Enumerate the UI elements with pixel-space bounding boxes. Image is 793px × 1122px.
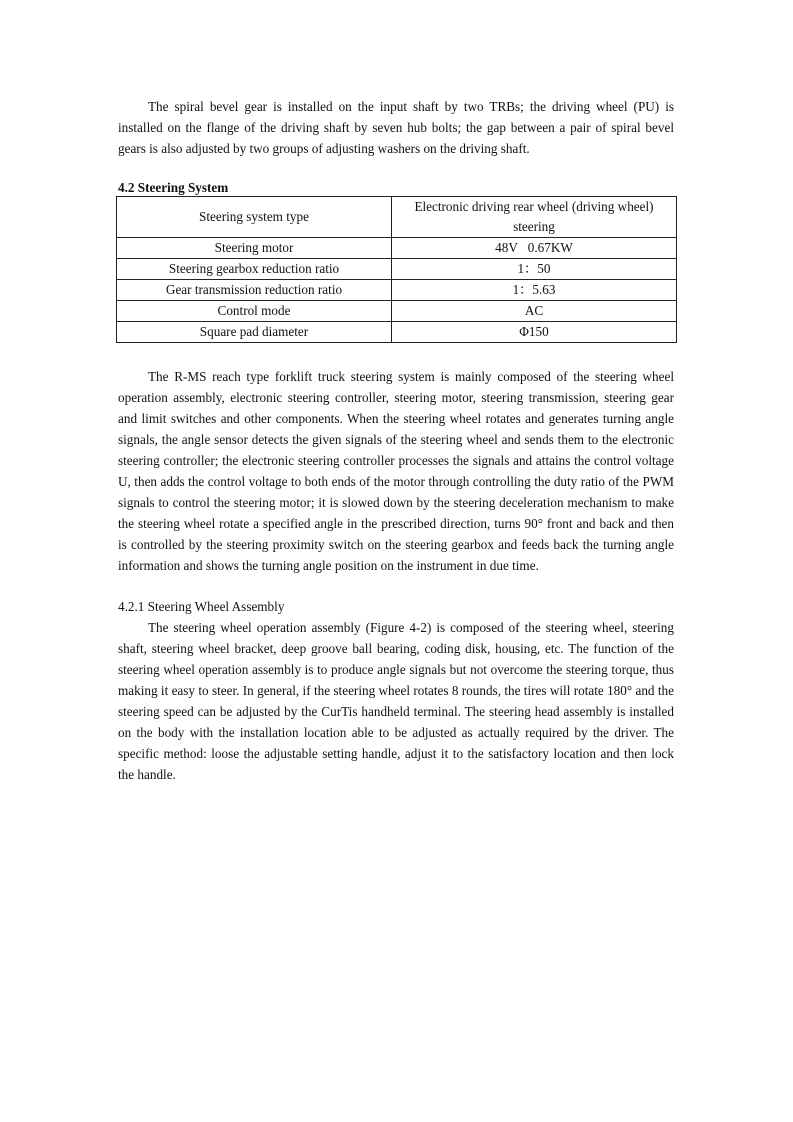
table-cell-value: Electronic driving rear wheel (driving wheel) steering	[392, 197, 677, 238]
table-cell-label: Steering gearbox reduction ratio	[117, 259, 392, 280]
table-cell-label: Steering system type	[117, 197, 392, 238]
table-cell-value: AC	[392, 301, 677, 322]
table-row	[117, 280, 677, 301]
steering-spec-table	[116, 196, 677, 343]
intro-paragraph: The spiral bevel gear is installed on the input shaft by two TRBs; the driving wheel (PU) is installed on the flange of the driving shaft by seven hub bolts; the gap between a pair of spiral bevel gears is also adjusted by two groups of adjusting washers on the driving shaft.	[118, 99, 674, 156]
document-page	[118, 96, 674, 785]
table-cell-value: Φ150	[392, 322, 677, 343]
table-row	[117, 259, 677, 280]
table-row	[117, 322, 677, 343]
table-cell-label: Control mode	[117, 301, 392, 322]
table-row	[117, 197, 677, 238]
table-cell-value: 48V 0.67KW	[392, 238, 677, 259]
subsection-heading: 4.2.1 Steering Wheel Assembly	[118, 599, 285, 614]
table-row	[117, 238, 677, 259]
table-cell-value: 1：50	[392, 259, 677, 280]
table-cell-value: 1：5.63	[392, 280, 677, 301]
section-heading: 4.2 Steering System	[118, 180, 229, 195]
table-cell-label: Square pad diameter	[117, 322, 392, 343]
table-row	[117, 301, 677, 322]
steering-wheel-assembly-paragraph: The steering wheel operation assembly (Figure 4-2) is composed of the steering wheel, steering shaft, steering wheel bracket, deep groove ball bearing, coding disk, housing, etc. The function of the steering wheel operation assembly is to produce angle signals but not overcome the steering torque, thus making it easy to steer. In general, if the steering wheel rotates 8 rounds, the tires will rotate 180° and the steering speed can be adjusted by the CurTis handheld terminal. The steering head assembly is installed on the body with the installation location able to be adjusted as actually required by the driver. The specific method: loose the adjustable setting handle, adjust it to the satisfactory location and then lock the handle.	[118, 620, 674, 782]
steering-system-paragraph: The R-MS reach type forklift truck steering system is mainly composed of the steering wheel operation assembly, electronic steering controller, steering motor, steering transmission, steering gear and limit switches and other components. When the steering wheel rotates and generates turning angle signals, the angle sensor detects the given signals of the steering wheel and sends them to the electronic steering controller; the electronic steering controller processes the signals and attains the control voltage U, then adds the control voltage to both ends of the motor through controlling the duty ratio of the PWM signals to control the steering motor; it is slowed down by the steering deceleration mechanism to make the steering wheel rotate a specified angle in the prescribed direction, turns 90° front and back and then is controlled by the steering proximity switch on the steering gearbox and feeds back the turning angle information and shows the turning angle position on the instrument in due time.	[118, 369, 674, 573]
table-cell-label: Steering motor	[117, 238, 392, 259]
table-cell-label: Gear transmission reduction ratio	[117, 280, 392, 301]
